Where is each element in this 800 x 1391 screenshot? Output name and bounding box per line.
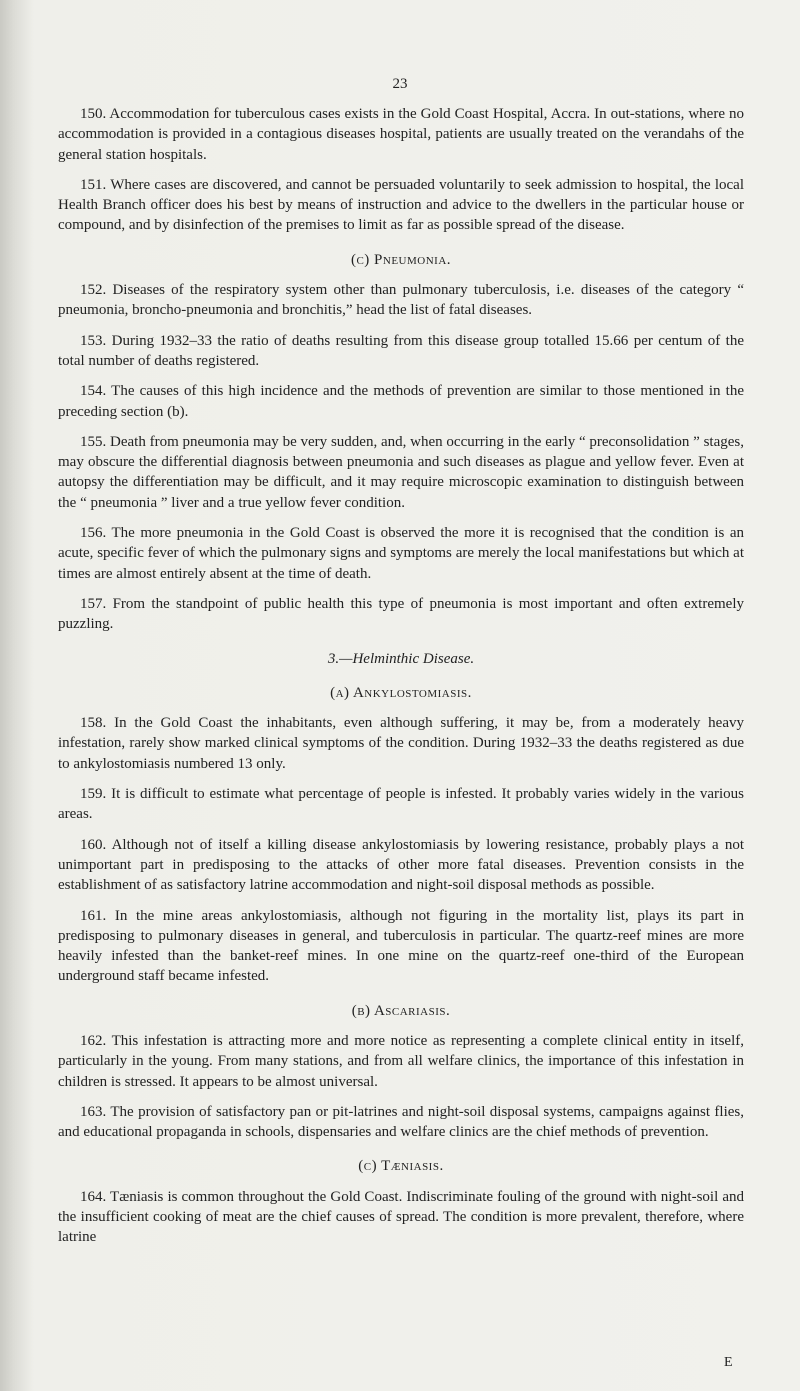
paragraph-159: 159. It is difficult to estimate what percentage of people is infested. It probably varies widely in the various areas. [58, 786, 744, 823]
section-heading-ankylostomiasis: (a) Ankylostomiasis. [330, 684, 472, 701]
section-heading-helminthic: 3.—Helminthic Disease. [327, 650, 475, 667]
section-heading-taeniasis: (c) Tæniasis. [358, 1158, 444, 1175]
page-number: 23 [392, 76, 408, 92]
paragraph-150: 150. Accommodation for tuberculous cases exists in the Gold Coast Hospital, Accra. In out-stations, where no accommodation is provided in a contagious diseases hospital, patients are usually treated on the verandahs of the general station hospitals. [58, 106, 744, 163]
paragraph-160: 160. Although not of itself a killing disease ankylostomiasis by lowering resistance, probably plays a not unimportant part in predisposing to the attacks of other more fatal diseases. Prevention consists in the establishment of as satisfactory latrine accommodation and night-soil disposal methods as possible. [58, 836, 744, 894]
paragraph-158: 158. In the Gold Coast the inhabitants, even although suffering, it may be, from a moderately heavy infestation, rarely show marked clinical symptoms of the condition. During 1932–33 the deaths registered as due to ankylostomiasis numbered 13 only. [58, 715, 744, 772]
paragraph-154: 154. The causes of this high incidence and the methods of prevention are similar to those mentioned in the preceding section (b). [58, 383, 744, 420]
paragraph-155: 155. Death from pneumonia may be very sudden, and, when occurring in the early “ preconsolidation ” stages, may obscure the differential diagnosis between pneumonia and such diseases as plague and yellow fever. Even at autopsy the differentiation may be difficult, and it may require microscopic examination to distinguish between the “ pneumonia ” liver and a true yellow fever condition. [58, 433, 744, 511]
paragraph-153: 153. During 1932–33 the ratio of deaths resulting from this disease group totalled 15.66 per centum of the total number of deaths registered. [58, 332, 744, 369]
section-heading-pneumonia: (c) Pneumonia. [350, 251, 452, 268]
paragraph-152: 152. Diseases of the respiratory system other than pulmonary tuberculosis, i.e. diseases of the category “ pneumonia, broncho-pneumonia and bronchitis,” head the list of fatal diseases. [58, 282, 744, 319]
paragraph-163: 163. The provision of satisfactory pan or pit-latrines and night-soil disposal systems, campaigns against flies, and educational propaganda in schools, dispensaries and welfare clinics are the chief methods of prevention. [58, 1103, 744, 1141]
paragraph-151: 151. Where cases are discovered, and cannot be persuaded voluntarily to seek admission to hospital, the local Health Branch officer does his best by means of instruction and advice to the dwellers in the particular house or compound, and by disinfection of the premises to limit as far as possible spread of the disease. [58, 176, 744, 234]
paragraph-157: 157. From the standpoint of public health this type of pneumonia is most important and often extremely puzzling. [58, 595, 744, 633]
section-heading-ascariasis: (b) Ascariasis. [351, 1002, 451, 1019]
paragraph-162: 162. This infestation is attracting more and more notice as representing a complete clinical entity in itself, particularly in the young. From many stations, and from all welfare clinics, the importance of this infestation in children is stressed. It appears to be almost universal. [58, 1032, 744, 1090]
paragraph-161: 161. In the mine areas ankylostomiasis, although not figuring in the mortality list, plays its part in predisposing to pulmonary diseases in general, and tuberculosis in particular. The quartz-reef mines are more heavily infested than the banket-reef mines. In one mine on the quartz-reef one-third of the European underground staff became infested. [58, 907, 744, 985]
paragraph-164: 164. Tæniasis is common throughout the Gold Coast. Indiscriminate fouling of the ground with night-soil and the insufficient cooking of meat are the chief causes of spread. The condition is more prevalent, therefore, where latrine [58, 1188, 744, 1246]
signature-mark: E [724, 1355, 733, 1370]
document-body [58, 104, 744, 1258]
paragraph-156: 156. The more pneumonia in the Gold Coast is observed the more it is recognised that the condition is an acute, specific fever of which the pulmonary signs and symptoms are merely the local manifestations but which at times are almost entirely absent at the time of death. [58, 525, 744, 582]
